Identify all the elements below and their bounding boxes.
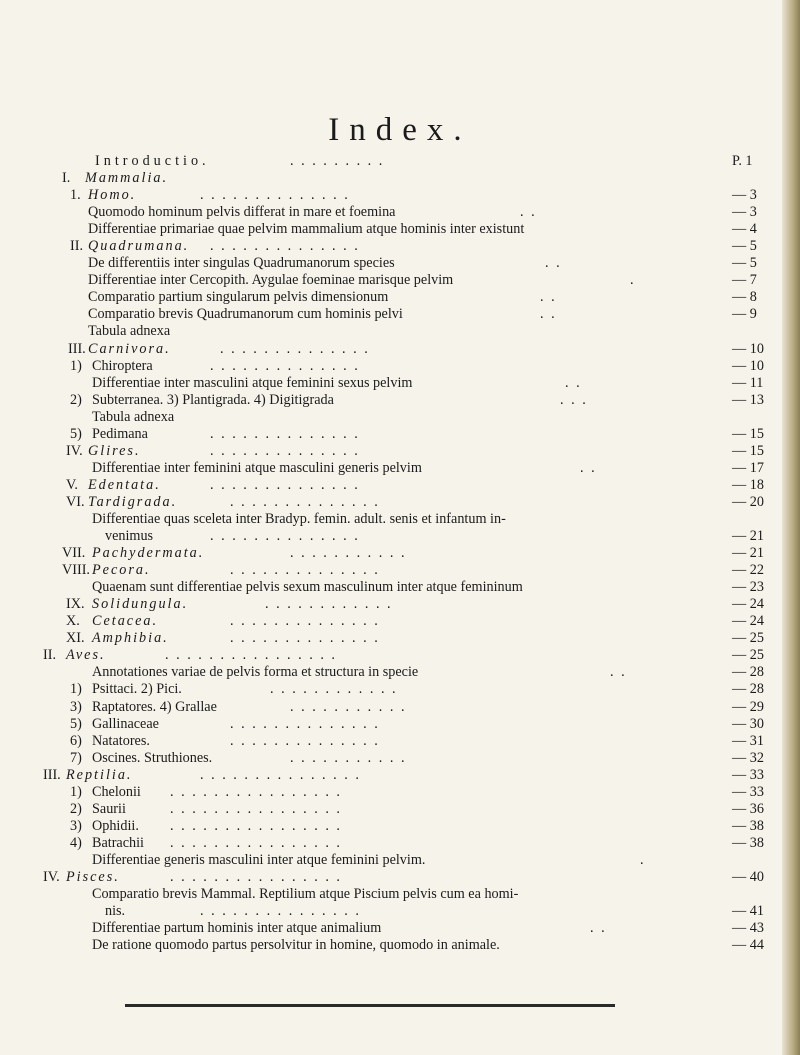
page-title: Index. [328, 112, 472, 148]
entry-label: Differentiae inter feminini atque masculini generis pelvim [92, 459, 422, 476]
dot-leader: . . [590, 920, 607, 937]
index-entry [0, 306, 800, 323]
entry-page: — 10 [732, 340, 764, 357]
index-entry [0, 767, 800, 784]
index-entry [0, 323, 800, 340]
entry-page: — 28 [732, 664, 764, 681]
entry-number: VII. [62, 545, 86, 562]
entry-label: Carnivora. [88, 340, 171, 357]
index-entry [0, 750, 800, 767]
entry-label: Psittaci. 2) Pici. [92, 681, 182, 698]
entry-page: — 20 [732, 493, 764, 510]
index-entry [0, 460, 800, 477]
entry-number: IV. [43, 868, 60, 885]
entry-page: — 4 [732, 221, 757, 238]
entry-page: — 22 [732, 562, 764, 579]
entry-page: — 10 [732, 357, 764, 374]
dot-leader: . . . . . . . . . . . . . . [230, 715, 380, 732]
entry-page: — 25 [732, 630, 764, 647]
dot-leader: . . . . . . . . . . . . . . . . [170, 834, 342, 851]
dot-leader: . . [610, 664, 627, 681]
entry-page: — 21 [732, 545, 764, 562]
index-entry [0, 511, 800, 528]
entry-page: — 13 [732, 391, 764, 408]
entry-label: Quaenam sunt differentiae pelvis sexum masculinum inter atque femininum [92, 579, 523, 596]
index-entry [0, 272, 800, 289]
entry-number: 1) [70, 357, 82, 374]
entry-page: — 7 [732, 272, 757, 289]
entry-label: Tardigrada. [88, 493, 178, 510]
index-entry [0, 341, 800, 358]
index-entry [0, 886, 800, 903]
index-entry [0, 903, 800, 920]
dot-leader: . . . . . . . . . . . [290, 749, 407, 766]
entry-number: 1) [70, 783, 82, 800]
entry-page: — 5 [732, 255, 757, 272]
index-entry [0, 869, 800, 886]
index-entry [0, 204, 800, 221]
entry-number: 6) [70, 732, 82, 749]
entry-label: Raptatores. 4) Grallae [92, 698, 217, 715]
entry-label: Comparatio partium singularum pelvis dimensionum [88, 289, 389, 306]
dot-leader: . . [540, 306, 557, 323]
entry-number: XI. [66, 630, 85, 647]
entry-page: — 15 [732, 442, 764, 459]
dot-leader: . . . . . . . . . . . . . . [230, 630, 380, 647]
entry-number: VI. [66, 493, 85, 510]
entry-label: Differentiae primariae quae pelvim mammalium atque hominis inter existunt [88, 221, 525, 238]
index-entry [0, 426, 800, 443]
entry-page: — 24 [732, 613, 764, 630]
entry-page: — 40 [732, 868, 764, 885]
entry-label: Batrachii [92, 834, 144, 851]
dot-leader: . [630, 272, 636, 289]
index-entry [0, 835, 800, 852]
dot-leader: . . . . . . . . . . . . . . . [200, 903, 361, 920]
index-entry [0, 613, 800, 630]
entry-label: Differentiae partum hominis inter atque animalium [92, 920, 382, 937]
entry-page: — 21 [732, 528, 764, 545]
dot-leader: . . . . . . . . . . . [290, 698, 407, 715]
index-entry [0, 681, 800, 698]
entry-number: II. [43, 647, 56, 664]
entry-label: Solidungula. [92, 596, 189, 613]
index-entry [0, 409, 800, 426]
entry-label: Annotationes variae de pelvis forma et structura in specie [92, 664, 419, 681]
entry-number: 2) [70, 391, 82, 408]
entry-label: Introductio. [95, 153, 210, 169]
entry-number: III. [68, 340, 86, 357]
dot-leader: . . [565, 374, 582, 391]
index-entry [0, 221, 800, 238]
entry-label: nis. [105, 903, 126, 920]
entry-label: Differentiae inter Cercopith. Aygulae foeminae marisque pelvim [88, 272, 454, 289]
entry-number: III. [43, 766, 61, 783]
entry-page: — 31 [732, 732, 764, 749]
entry-label: Comparatio brevis Mammal. Reptilium atque Piscium pelvis cum ea homi- [92, 886, 519, 903]
entry-number: 5) [70, 715, 82, 732]
entry-number: 4) [70, 834, 82, 851]
dot-leader: . . . . . . . . . . . . . . [230, 732, 380, 749]
entry-label: Glires. [88, 442, 141, 459]
entry-label: Pisces. [66, 868, 120, 885]
index-entry [0, 852, 800, 869]
entry-page: — 25 [732, 647, 764, 664]
entry-page: — 23 [732, 579, 764, 596]
entry-page: — 33 [732, 766, 764, 783]
dot-leader: . . . . . . . . . . . . . . [200, 187, 350, 204]
entry-page: — 36 [732, 800, 764, 817]
index-entry [0, 562, 800, 579]
index-entry [0, 733, 800, 750]
entry-page: — 29 [732, 698, 764, 715]
dot-leader: . . . . . . . . . . . . . . [210, 238, 360, 255]
dot-leader: . . . . . . . . . [290, 153, 385, 169]
dot-leader: . . . . . . . . . . . . . . [230, 613, 380, 630]
entry-number: IV. [66, 442, 83, 459]
entry-page: — 32 [732, 749, 764, 766]
entry-label: Pachydermata. [92, 545, 205, 562]
index-entry [0, 443, 800, 460]
entry-page: — 33 [732, 783, 764, 800]
entry-page: — 18 [732, 476, 764, 493]
dot-leader: . . . . . . . . . . . . . . [210, 425, 360, 442]
index-entry [0, 699, 800, 716]
entry-page: — 30 [732, 715, 764, 732]
entry-label: Quadrumana. [88, 238, 190, 255]
entry-label: Differentiae generis masculini inter atque feminini pelvim. [92, 851, 426, 868]
entry-label: Chiroptera [92, 357, 153, 374]
entry-number: X. [66, 613, 80, 630]
dot-leader: . . . . . . . . . . . [290, 545, 407, 562]
entry-page: — 3 [732, 187, 757, 204]
entry-label: Gallinaceae [92, 715, 159, 732]
entry-number: V. [66, 476, 78, 493]
entry-number: 2) [70, 800, 82, 817]
dot-leader: . . . . . . . . . . . . [270, 681, 398, 698]
entry-label: Homo. [88, 187, 137, 204]
index-entry [0, 784, 800, 801]
entry-page: — 28 [732, 681, 764, 698]
dot-leader: . . . . . . . . . . . . [265, 596, 393, 613]
dot-leader: . . [545, 255, 562, 272]
entry-label: Quomodo hominum pelvis differat in mare et foemina [88, 204, 396, 221]
dot-leader: . . . . . . . . . . . . . . . . [170, 800, 342, 817]
dot-leader: . . . . . . . . . . . . . . . . [170, 868, 342, 885]
entry-page: — 41 [732, 903, 764, 920]
dot-leader: . . [540, 289, 557, 306]
dot-leader: . . [580, 459, 597, 476]
entry-label: Differentiae quas sceleta inter Bradyp. femin. adult. senis et infantum in- [92, 510, 506, 527]
index-entry [0, 153, 800, 170]
index-entry [0, 289, 800, 306]
entry-page: — 38 [732, 834, 764, 851]
index-entry [0, 596, 800, 613]
entry-label: Saurii [92, 800, 126, 817]
dot-leader: . . . . . . . . . . . . . . [210, 357, 360, 374]
index-entry [0, 818, 800, 835]
index-entry [0, 664, 800, 681]
entry-label: Reptilia. [66, 766, 133, 783]
entry-label: Oscines. Struthiones. [92, 749, 213, 766]
dot-leader: . . . . . . . . . . . . . . . . [170, 783, 342, 800]
entry-label: Comparatio brevis Quadrumanorum cum hominis pelvi [88, 306, 403, 323]
index-entry [0, 358, 800, 375]
entry-page: — 9 [732, 306, 757, 323]
dot-leader: . . . . . . . . . . . . . . [210, 442, 360, 459]
entry-number: 7) [70, 749, 82, 766]
entry-label: Cetacea. [92, 613, 159, 630]
dot-leader: . . . . . . . . . . . . . . [220, 340, 370, 357]
entry-number: II. [70, 238, 83, 255]
entry-label: venimus [105, 528, 154, 545]
entry-label: Subterranea. 3) Plantigrada. 4) Digitigrada [92, 391, 334, 408]
index-entry [0, 716, 800, 733]
entry-label: Amphibia. [92, 630, 169, 647]
index-entry [0, 255, 800, 272]
entry-label: Pedimana [92, 425, 148, 442]
index-entry [0, 392, 800, 409]
entry-page: — 44 [732, 937, 764, 954]
bottom-rule [125, 1004, 615, 1007]
index-entry [0, 545, 800, 562]
dot-leader: . [640, 851, 646, 868]
entry-label: De differentiis inter singulas Quadrumanorum species [88, 255, 395, 272]
entry-label: Ophidii. [92, 817, 139, 834]
index-entry [0, 937, 800, 954]
index-entry [0, 494, 800, 511]
index-entry [0, 647, 800, 664]
entry-number: 5) [70, 425, 82, 442]
index-entry [0, 477, 800, 494]
dot-leader: . . . . . . . . . . . . . . [230, 493, 380, 510]
entry-page: — 17 [732, 459, 764, 476]
entry-label: Natatores. [92, 732, 150, 749]
entry-number: 3) [70, 817, 82, 834]
index-entry [0, 238, 800, 255]
dot-leader: . . . . . . . . . . . . . . . [200, 766, 361, 783]
index-entry [0, 375, 800, 392]
index-entry [0, 920, 800, 937]
index-entry [0, 528, 800, 545]
entry-page: P. 1 [732, 153, 753, 169]
entry-page: — 38 [732, 817, 764, 834]
index-entry [0, 630, 800, 647]
entry-page: — 5 [732, 238, 757, 255]
entry-number: 1. [70, 187, 81, 204]
entry-label: Tabula adnexa [92, 408, 175, 425]
entry-label: Differentiae inter masculini atque feminini sexus pelvim [92, 374, 413, 391]
entry-label: Chelonii [92, 783, 141, 800]
entry-page: — 24 [732, 596, 764, 613]
entry-page: — 8 [732, 289, 757, 306]
entry-label: Mammalia. [85, 170, 169, 187]
index-entry [0, 579, 800, 596]
dot-leader: . . [520, 204, 537, 221]
dot-leader: . . . [560, 391, 588, 408]
entry-label: Tabula adnexa [88, 323, 171, 340]
dot-leader: . . . . . . . . . . . . . . [210, 528, 360, 545]
entry-page: — 3 [732, 204, 757, 221]
entry-label: Edentata. [88, 476, 161, 493]
entry-page: — 11 [732, 374, 764, 391]
entry-label: Pecora. [92, 562, 151, 579]
entry-number: 3) [70, 698, 82, 715]
dot-leader: . . . . . . . . . . . . . . [210, 476, 360, 493]
entry-number: VIII. [62, 562, 90, 579]
entry-number: IX. [66, 596, 85, 613]
index-entry [0, 170, 800, 187]
entry-label: Aves. [66, 647, 106, 664]
index-entry [0, 187, 800, 204]
dot-leader: . . . . . . . . . . . . . . [230, 562, 380, 579]
dot-leader: . . . . . . . . . . . . . . . . [170, 817, 342, 834]
entry-page: — 43 [732, 920, 764, 937]
entry-label: De ratione quomodo partus persolvitur in homine, quomodo in animale. [92, 937, 500, 954]
dot-leader: . . . . . . . . . . . . . . . . [165, 647, 337, 664]
index-list [0, 153, 800, 954]
entry-number: 1) [70, 681, 82, 698]
index-entry [0, 801, 800, 818]
entry-number: I. [62, 170, 71, 187]
entry-page: — 15 [732, 425, 764, 442]
